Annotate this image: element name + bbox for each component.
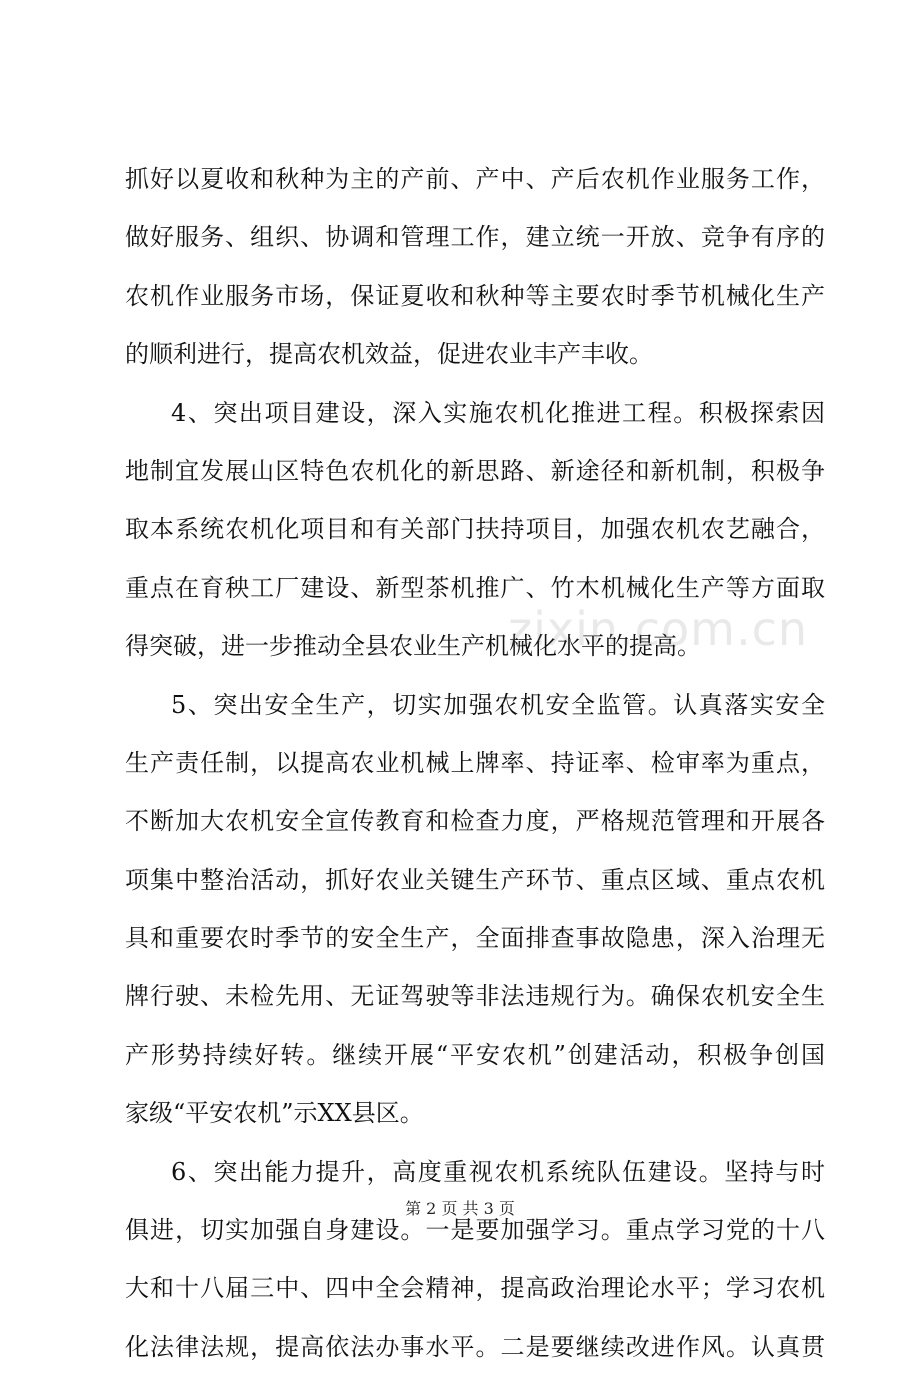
text-line: 的顺利进行，提高农机效益，促进农业丰产丰收。 — [125, 340, 653, 369]
text-line: 取本系统农机化项目和有关部门扶持项目，加强农机农艺融合， — [125, 515, 825, 544]
paragraph-start-line: 4、突出项目建设，深入实施农机化推进工程。积极探索因 — [171, 398, 825, 427]
body-text — [125, 150, 825, 1376]
text-line: 俱进，切实加强自身建设。一是要加强学习。重点学习党的十八 — [125, 1216, 825, 1245]
text-line: 家级“平安农机”示XX县区。 — [125, 1099, 424, 1128]
text-line: 项集中整治活动，抓好农业关键生产环节、重点区域、重点农机 — [125, 865, 825, 894]
text-line: 产形势持续好转。继续开展“平安农机”创建活动，积极争创国 — [125, 1040, 825, 1069]
text-line: 不断加大农机安全宣传教育和检查力度，严格规范管理和开展各 — [125, 807, 825, 836]
paragraph-start-line: 5、突出安全生产，切实加强农机安全监管。认真落实安全 — [171, 690, 825, 719]
page-footer: 第 2 页 共 3 页 — [405, 1199, 515, 1218]
text-line: 抓好以夏收和秋种为主的产前、产中、产后农机作业服务工作， — [125, 165, 825, 193]
text-line: 大和十八届三中、四中全会精神，提高政治理论水平；学习农机 — [125, 1274, 825, 1303]
text-line: 牌行驶、未检先用、无证驾驶等非法违规行为。确保农机安全生 — [125, 982, 825, 1011]
text-line: 重点在育秧工厂建设、新型茶机推广、竹木机械化生产等方面取 — [125, 573, 825, 602]
paragraph-start-line: 6、突出能力提升，高度重视农机系统队伍建设。坚持与时 — [171, 1157, 825, 1186]
text-line: 化法律法规，提高依法办事水平。二是要继续改进作风。认真贯 — [125, 1332, 825, 1361]
text-line: 具和重要农时季节的安全生产，全面排查事故隐患，深入治理无 — [125, 924, 825, 953]
watermark: zixin.com.cn — [508, 602, 809, 656]
text-line: 做好服务、组织、协调和管理工作，建立统一开放、竞争有序的 — [125, 223, 825, 252]
text-line: 农机作业服务市场，保证夏收和秋种等主要农时季节机械化生产 — [125, 281, 825, 310]
text-line: 生产责任制，以提高农业机械上牌率、持证率、检审率为重点， — [125, 748, 825, 777]
text-line: 地制宜发展山区特色农机化的新思路、新途径和新机制，积极争 — [125, 456, 825, 485]
text-line: 得突破，进一步推动全县农业生产机械化水平的提高。 — [125, 632, 701, 661]
